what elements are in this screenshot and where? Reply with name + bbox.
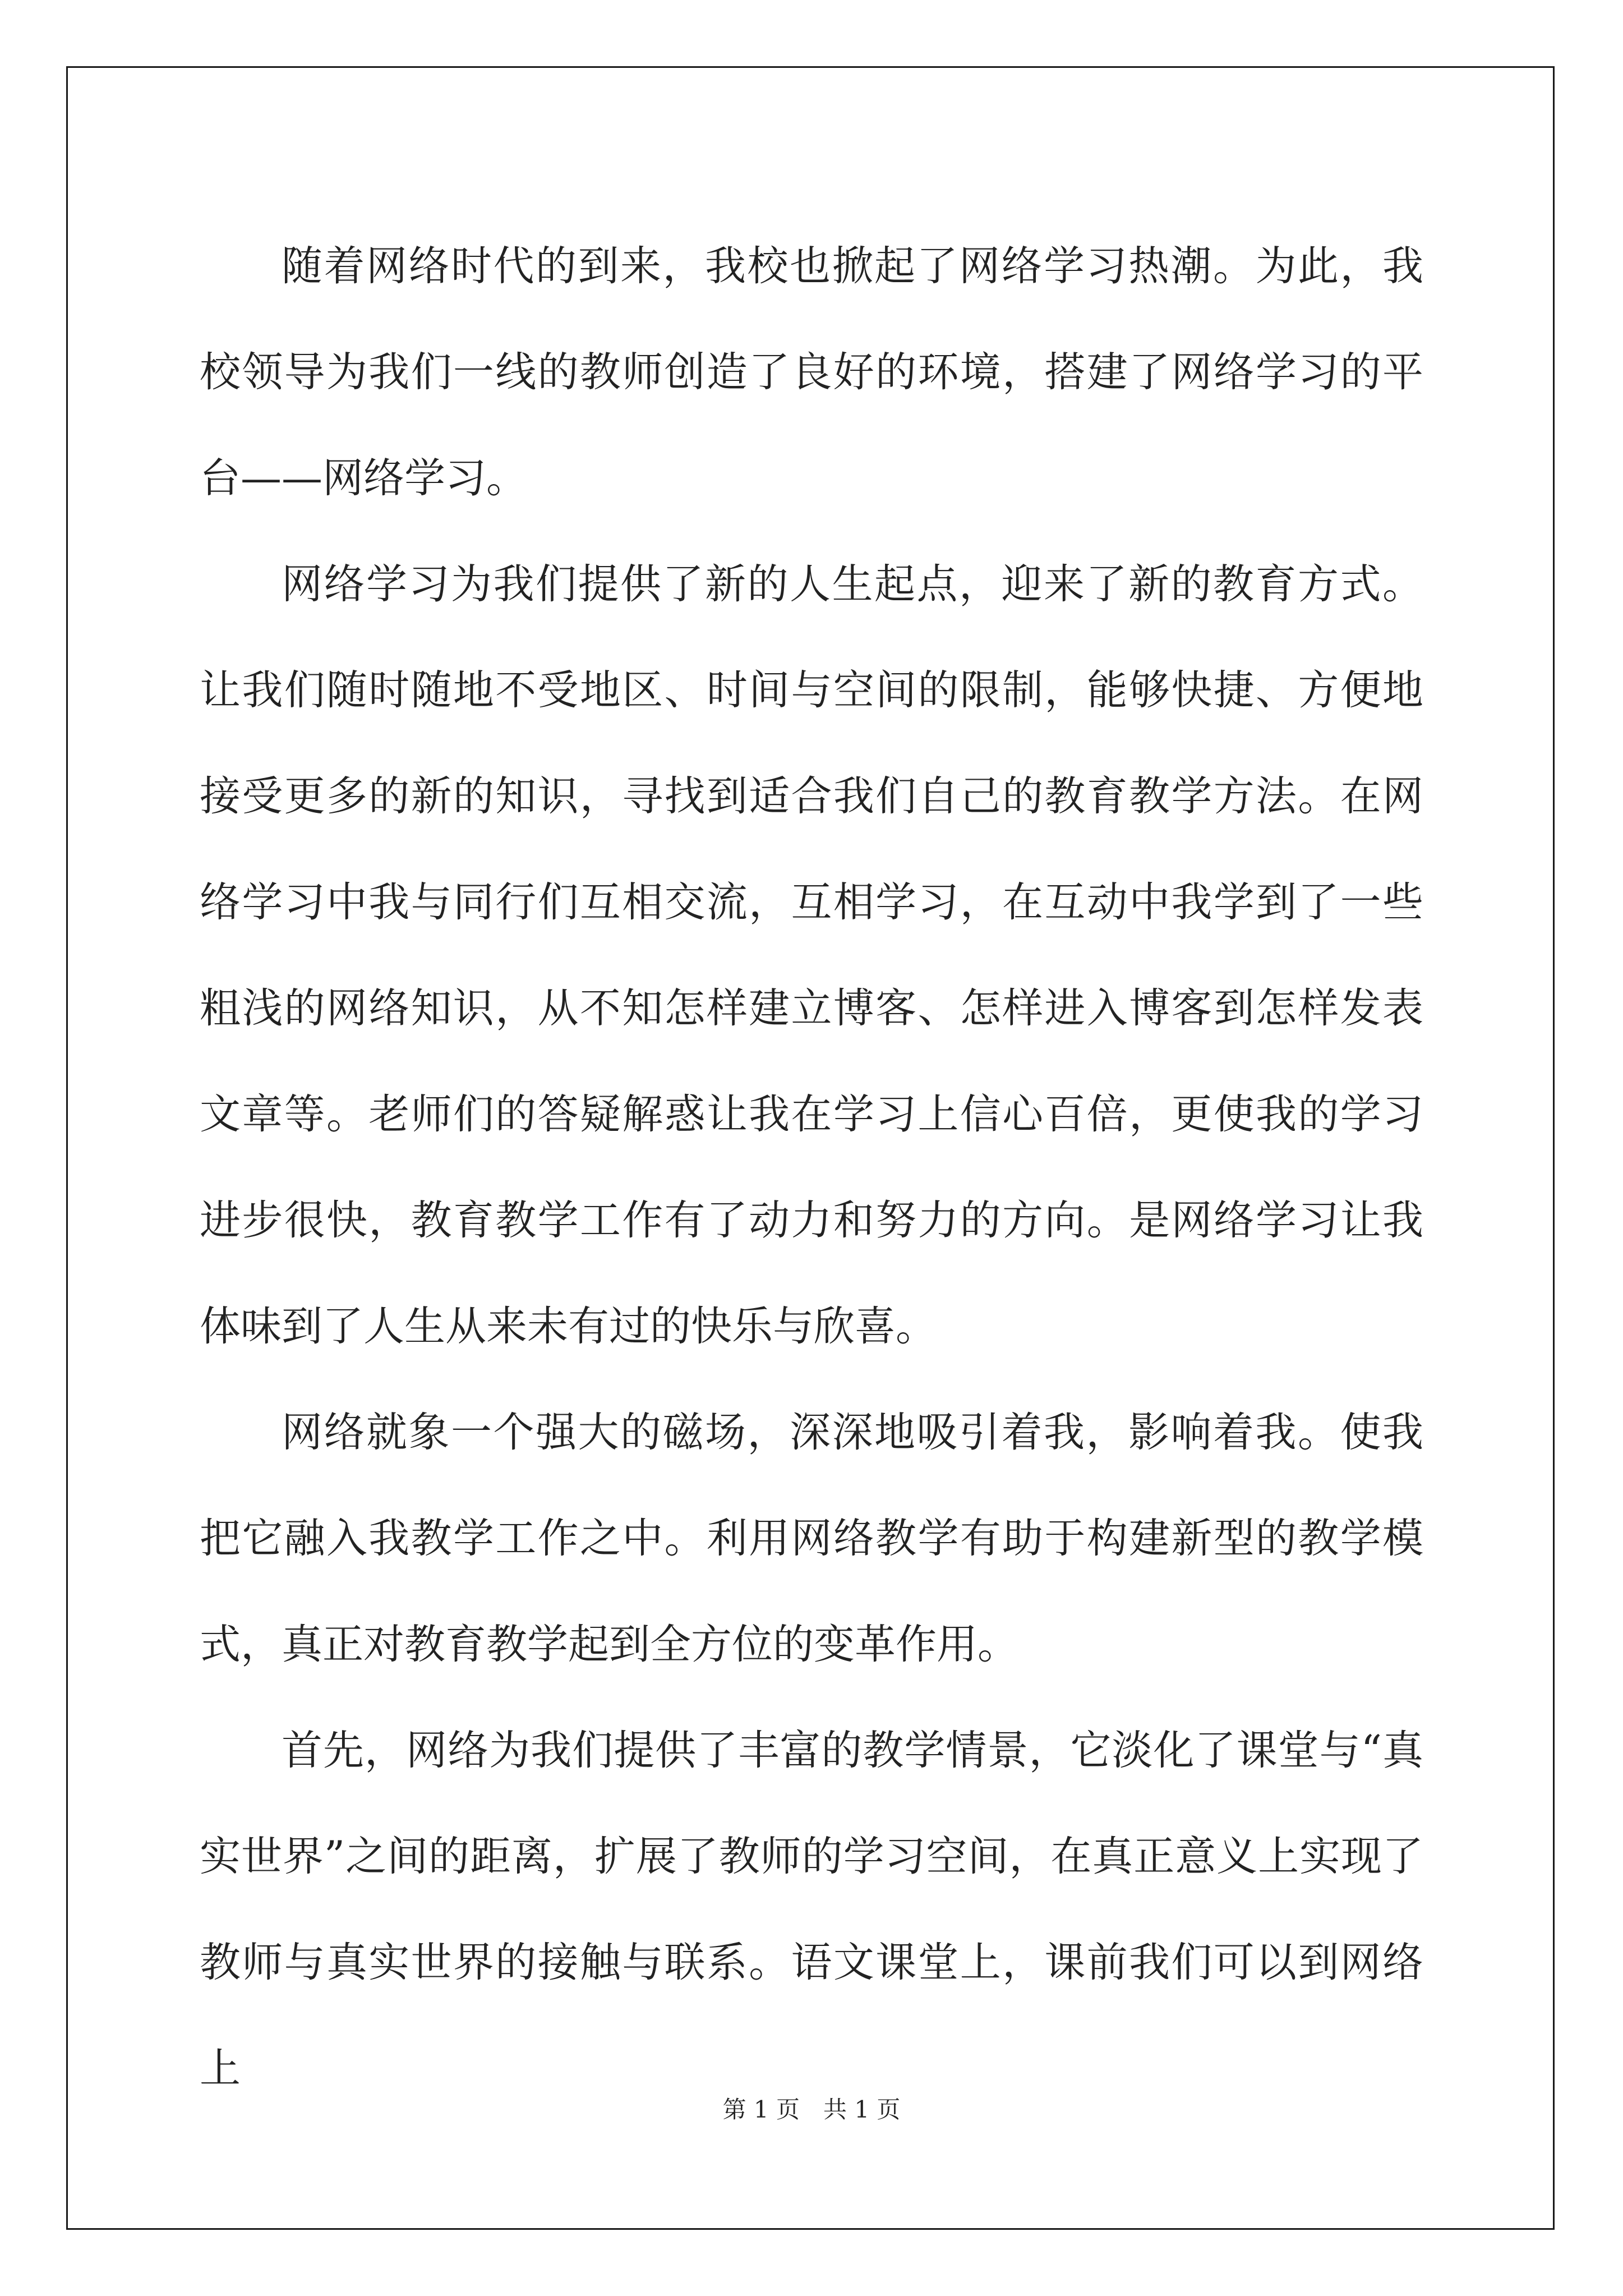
paragraph-3: 网络就象一个强大的磁场，深深地吸引着我，影响着我。使我把它融入我教学工作之中。利用网络教学有助于构建新型的教学模式，真正对教育教学起到全方位的变革作用。 <box>200 1409 1423 1668</box>
paragraph-1: 随着网络时代的到来，我校也掀起了网络学习热潮。为此，我校领导为我们一线的教师创造了良好的环境，搭建了网络学习的平台——网络学习。 <box>200 242 1423 502</box>
paragraph-4: 首先，网络为我们提供了丰富的教学情景，它淡化了课堂与“真实世界”之间的距离，扩展了教师的学习空间，在真正意义上实现了教师与真实世界的接触与联系。语文课堂上，课前我们可以到网络上 <box>200 1727 1423 2092</box>
document-body <box>200 213 1423 2122</box>
page-number: 第 1 页 共 1 页 <box>722 2096 901 2123</box>
paragraph-2: 网络学习为我们提供了新的人生起点，迎来了新的教育方式。让我们随时随地不受地区、时间与空间的限制，能够快捷、方便地接受更多的新的知识，寻找到适合我们自己的教育教学方法。在网络学习中我与同行们互相交流，互相学习，在互动中我学到了一些粗浅的网络知识，从不知怎样建立博客、怎样进入博客到怎样发表文章等。老师们的答疑解惑让我在学习上信心百倍，更使我的学习进步很快，教育教学工作有了动力和努力的方向。是网络学习让我体味到了人生从来未有过的快乐与欣喜。 <box>200 560 1423 1350</box>
